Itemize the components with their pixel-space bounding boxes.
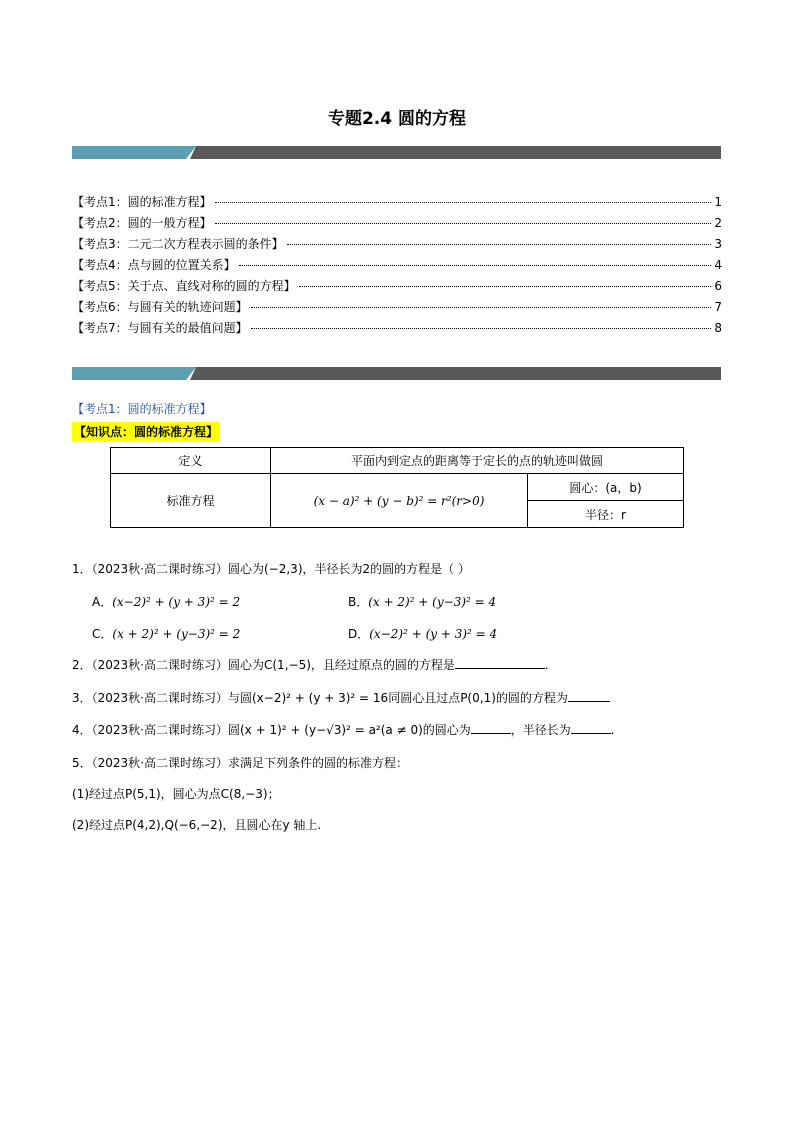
answer-blank[interactable] xyxy=(571,733,611,734)
question-5-part-1: (1)经过点P(5,1)，圆心为点C(8,−3)； xyxy=(72,787,280,801)
answer-blank[interactable] xyxy=(568,701,610,702)
definition-table xyxy=(110,447,684,528)
toc-item[interactable] xyxy=(72,235,722,251)
option-b[interactable] xyxy=(348,593,496,610)
toc-page: 3 xyxy=(714,237,722,251)
question-text: 圆心为C(1,−5)，且经过原点的圆的方程是 xyxy=(228,658,455,672)
question-text: 求满足下列条件的圆的标准方程： xyxy=(228,756,409,770)
question-3 xyxy=(72,689,610,706)
option-label: A． xyxy=(92,595,113,609)
toc-label: 【考点3：二元二次方程表示圆的条件】 xyxy=(72,237,284,251)
toc-label: 【考点4：点与圆的位置关系】 xyxy=(72,258,236,272)
toc-item[interactable] xyxy=(72,214,722,230)
option-d[interactable] xyxy=(348,625,497,642)
question-text: 与圆(x−2)² + (y + 3)² = 16同圆心且过点P(0,1)的圆的方程为 xyxy=(228,691,568,705)
def-text: 平面内到定点的距离等于定长的点的轨迹叫做圆 xyxy=(271,448,684,474)
page-title: 专题2.4 圆的方程 xyxy=(327,109,467,129)
question-number: 2． xyxy=(72,658,92,672)
header-divider-band xyxy=(72,146,721,159)
toc-label: 【考点7：与圆有关的最值问题】 xyxy=(72,321,248,335)
question-text: 圆(x + 1)² + (y−√3)² = a²(a ≠ 0)的圆心为 xyxy=(228,723,471,737)
question-text-mid: ，半径长为 xyxy=(510,723,571,737)
question-5-part-2: (2)经过点P(4,2),Q(−6,−2)，且圆心在y 轴上. xyxy=(72,818,322,832)
option-equation: (x−2)² + (y + 3)² = 2 xyxy=(112,595,241,609)
option-label: B． xyxy=(348,595,369,609)
std-equation: (x − a)² + (y − b)² = r²(r>0) xyxy=(271,474,528,528)
section-heading: 【考点1：圆的标准方程】 xyxy=(72,402,212,416)
toc-page: 2 xyxy=(714,216,722,230)
option-c[interactable] xyxy=(92,625,240,642)
toc-item[interactable] xyxy=(72,319,722,335)
std-label: 标准方程 xyxy=(111,474,271,528)
question-1 xyxy=(72,560,470,577)
question-number: 3． xyxy=(72,691,92,705)
question-2 xyxy=(72,656,549,673)
question-source: （2023秋·高二课时练习） xyxy=(91,756,228,770)
option-label: D． xyxy=(348,627,370,641)
toc-item[interactable] xyxy=(72,277,722,293)
toc-page: 7 xyxy=(714,300,722,314)
toc-page: 6 xyxy=(714,279,722,293)
option-equation: (x + 2)² + (y−3)² = 2 xyxy=(112,627,241,641)
radius-cell: 半径：r xyxy=(528,501,684,528)
toc-item[interactable] xyxy=(72,256,722,272)
answer-blank[interactable] xyxy=(455,668,545,669)
question-source: （2023秋·高二课时练习） xyxy=(91,723,228,737)
question-number: 5． xyxy=(72,756,92,770)
option-label: C． xyxy=(92,627,113,641)
option-a[interactable] xyxy=(92,593,240,610)
knowledge-heading: 【知识点：圆的标准方程】 xyxy=(72,422,220,441)
toc-label: 【考点1：圆的标准方程】 xyxy=(72,195,212,209)
question-number: 4． xyxy=(72,723,92,737)
question-5 xyxy=(72,754,408,771)
answer-blank[interactable] xyxy=(471,733,511,734)
toc-label: 【考点2：圆的一般方程】 xyxy=(72,216,212,230)
question-source: （2023秋·高二课时练习） xyxy=(91,691,228,705)
question-4 xyxy=(72,721,615,738)
toc-item[interactable] xyxy=(72,193,722,209)
toc-page: 1 xyxy=(714,195,722,209)
question-source: （2023秋·高二课时练习） xyxy=(91,658,228,672)
toc-page: 8 xyxy=(714,321,722,335)
def-label: 定义 xyxy=(111,448,271,474)
option-equation: (x−2)² + (y + 3)² = 4 xyxy=(369,627,498,641)
section-divider-band xyxy=(72,367,721,380)
question-end: . xyxy=(610,723,615,737)
option-equation: (x + 2)² + (y−3)² = 4 xyxy=(368,595,497,609)
question-number: 1． xyxy=(72,562,92,576)
toc-item[interactable] xyxy=(72,298,722,314)
toc-label: 【考点5：关于点、直线对称的圆的方程】 xyxy=(72,279,296,293)
question-text: 圆心为(−2,3)，半径长为2的圆的方程是（ ） xyxy=(228,562,470,576)
question-end: . xyxy=(544,658,549,672)
toc-label: 【考点6：与圆有关的轨迹问题】 xyxy=(72,300,248,314)
toc-page: 4 xyxy=(714,258,722,272)
center-cell: 圆心：(a，b) xyxy=(528,474,684,501)
question-source: （2023秋·高二课时练习） xyxy=(91,562,228,576)
